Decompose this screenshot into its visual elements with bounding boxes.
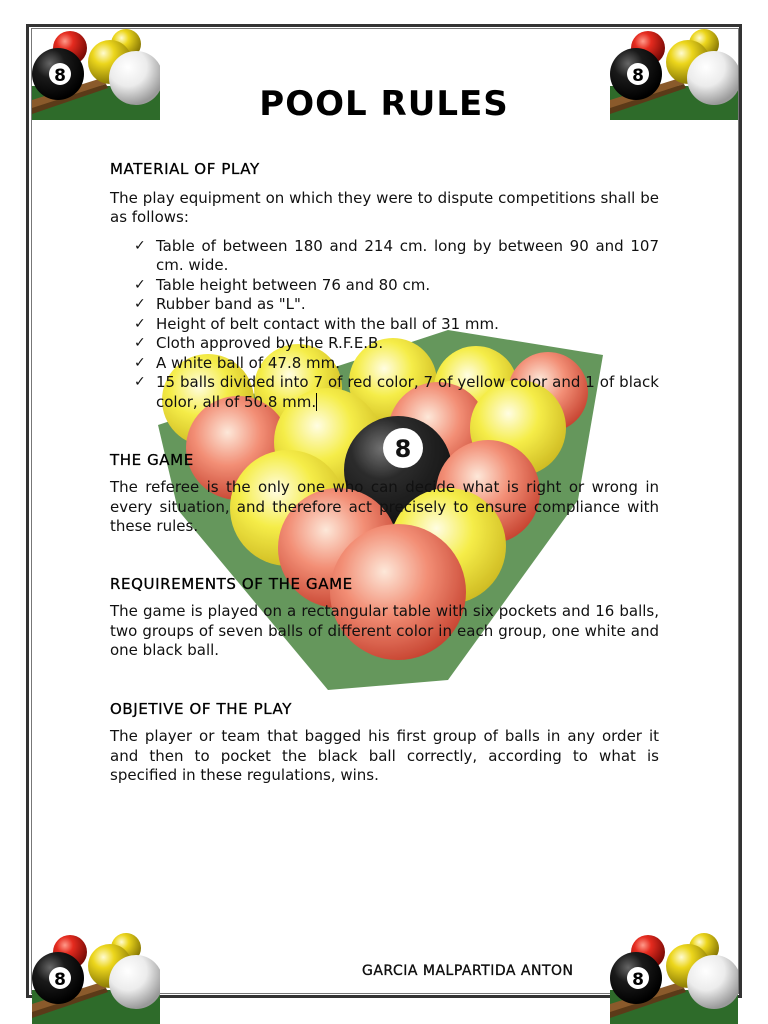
section-heading: MATERIAL OF PLAY [110, 160, 260, 178]
eight-ball-number: 8 [632, 970, 644, 990]
section-heading: OBJETIVE OF THE PLAY [110, 700, 292, 718]
list-item: ✓ Rubber band as "L". [156, 295, 659, 315]
equipment-checklist [110, 237, 659, 413]
list-item: ✓ Cloth approved by the R.F.E.B. [156, 334, 659, 354]
text-cursor [316, 393, 317, 411]
eight-ball-number: 8 [54, 970, 66, 990]
list-item-text: 15 balls divided into 7 of red color, 7 of yellow color and 1 of black color, all of 50.8 mm. [156, 373, 659, 411]
list-item: ✓ Table height between 76 and 80 cm. [156, 276, 659, 296]
section-body: The referee is the only one who can decide what is right or wrong in every situation, and therefore act precisely to ensure compliance with these rules. [110, 478, 659, 535]
section-material-of-play [110, 160, 659, 412]
pool-balls-corner-icon [32, 932, 160, 1024]
section-heading: REQUIREMENTS OF THE GAME [110, 575, 353, 593]
section-heading: THE GAME [110, 451, 194, 469]
section-intro: The play equipment on which they were to dispute competitions shall be as follows: [110, 188, 659, 226]
list-item: ✓ A white ball of 47.8 mm. [156, 354, 659, 374]
page-title: POOL RULES [259, 84, 509, 124]
eight-ball-number: 8 [54, 66, 66, 86]
list-item [156, 373, 659, 412]
section-body: The player or team that bagged his first group of balls in any order it and then to pocket the black ball correctly, according to what is specified in these regulations, wins. [110, 727, 659, 784]
list-item: ✓ Table of between 180 and 214 cm. long by between 90 and 107 cm. wide. [156, 237, 659, 276]
list-item: ✓ Height of belt contact with the ball of 31 mm. [156, 315, 659, 335]
eight-ball-number: 8 [394, 435, 412, 463]
author-name: GARCIA MALPARTIDA ANTON [362, 963, 574, 979]
section-objective [110, 700, 659, 786]
section-body: The game is played on a rectangular table with six pockets and 16 balls, two groups of seven balls of different color in each group, one white and one black ball. [110, 602, 659, 659]
section-requirements [110, 575, 659, 661]
pool-balls-corner-icon [610, 932, 738, 1024]
eight-ball-number: 8 [632, 66, 644, 86]
section-the-game [110, 451, 659, 537]
